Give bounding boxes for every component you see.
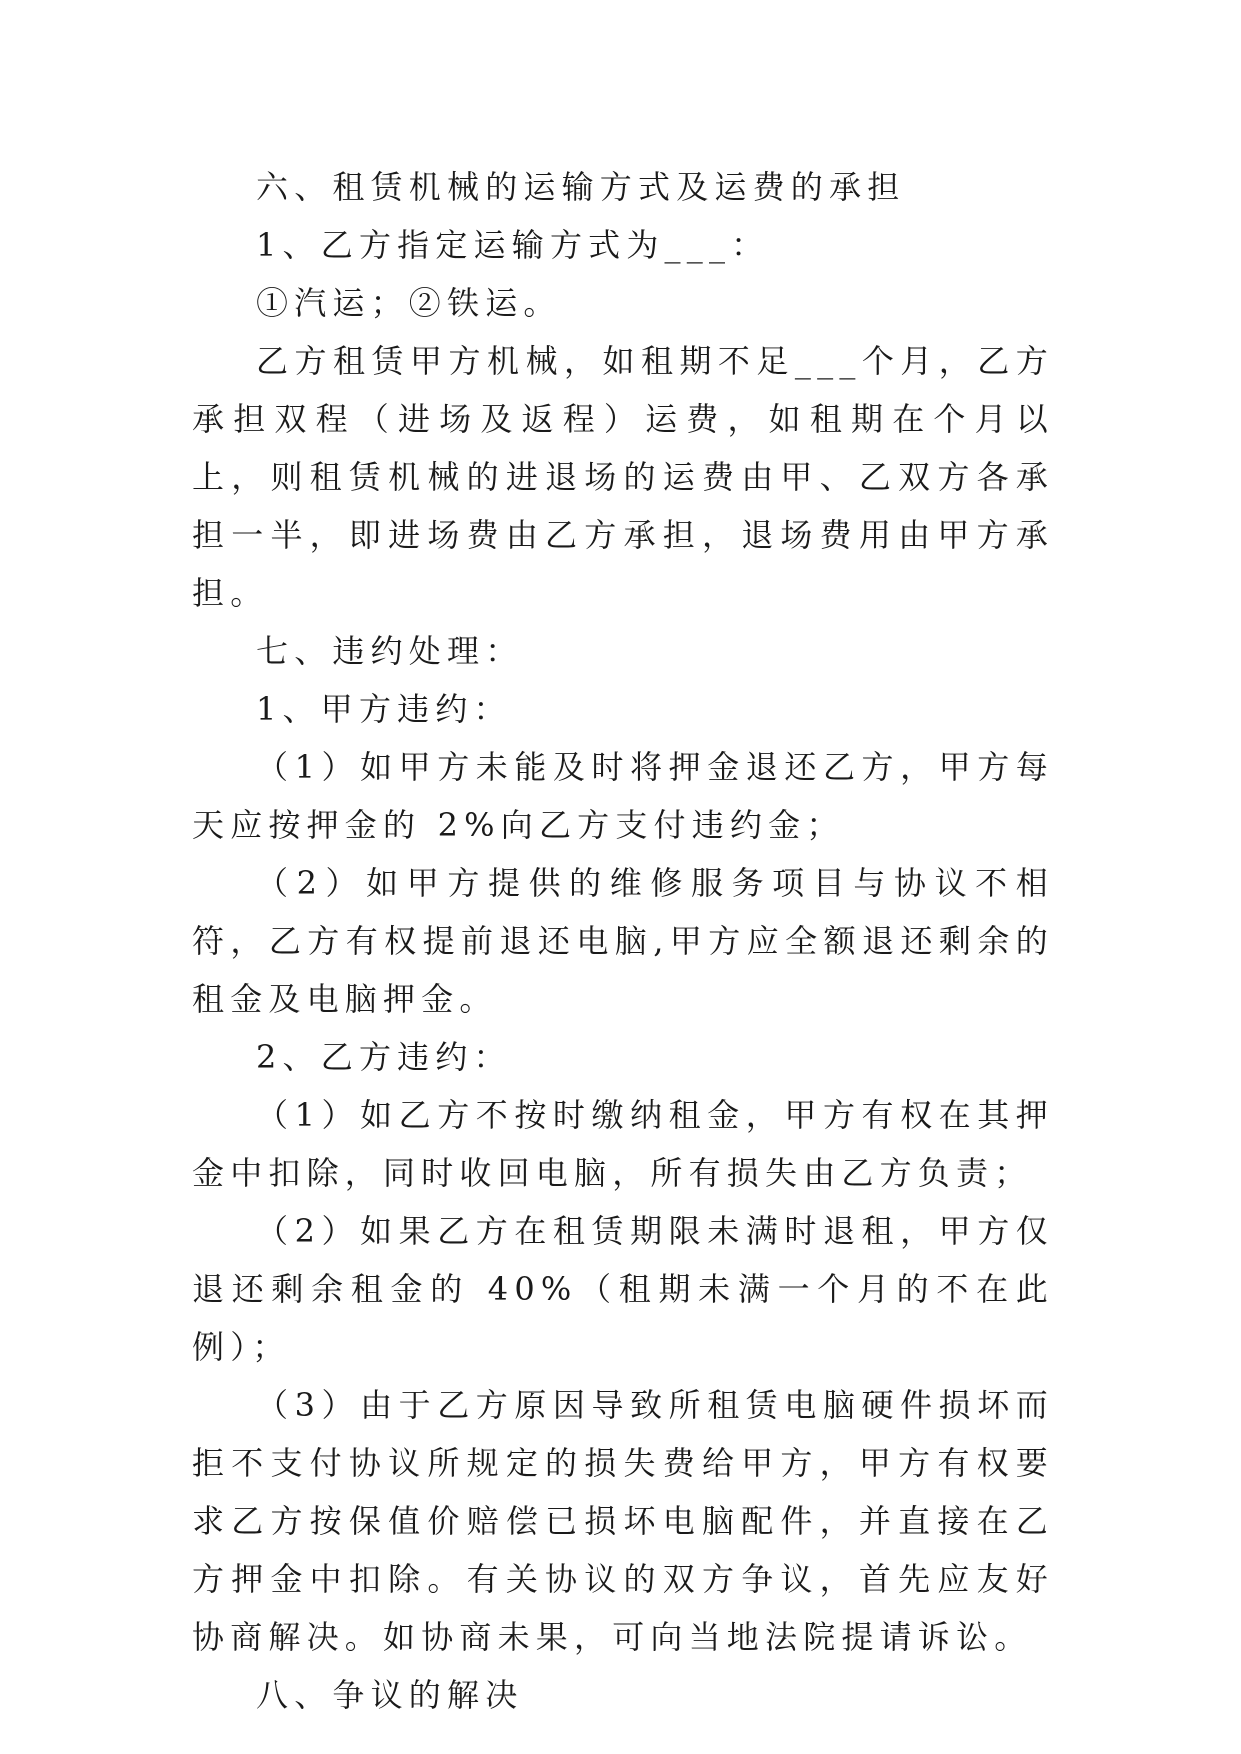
section-heading-breach: 七、违约处理： [256, 632, 524, 670]
document-body [192, 158, 1054, 1724]
clause-party-a-breach: 1、甲方违约： [256, 690, 512, 728]
clause-party-a-breach-2: （2）如甲方提供的维修服务项目与协议不相符，乙方有权提前退还电脑,甲方应全额退还剩余的租金及电脑押金。 [192, 864, 1054, 1018]
section-heading-transport: 六、租赁机械的运输方式及运费的承担 [256, 168, 906, 206]
clause-party-b-breach-1: （1）如乙方不按时缴纳租金，甲方有权在其押金中扣除，同时收回电脑，所有损失由乙方负责； [192, 1096, 1054, 1192]
clause-transport-options: ①汽运；②铁运。 [256, 284, 562, 322]
section-heading-dispute: 八、争议的解决 [256, 1676, 524, 1714]
clause-party-b-breach: 2、乙方违约： [256, 1038, 512, 1076]
clause-party-a-breach-1: （1）如甲方未能及时将押金退还乙方，甲方每天应按押金的 2%向乙方支付违约金； [192, 748, 1054, 844]
clause-party-b-breach-2: （2）如果乙方在租赁期限未满时退租，甲方仅退还剩余租金的 40%（租期未满一个月的不在此例）； [192, 1212, 1054, 1366]
clause-party-b-breach-3: （3）由于乙方原因导致所租赁电脑硬件损坏而拒不支付协议所规定的损失费给甲方，甲方有权要求乙方按保值价赔偿已损坏电脑配件，并直接在乙方押金中扣除。有关协议的双方争议，首先应友好协商解决。如协商未果，可向当地法院提请诉讼。 [192, 1386, 1054, 1656]
clause-transport-method: 1、乙方指定运输方式为___： [256, 226, 770, 264]
clause-freight-cost: 乙方租赁甲方机械，如租期不足___个月，乙方承担双程（进场及返程）运费，如租期在个月以上，则租赁机械的进退场的运费由甲、乙双方各承担一半，即进场费由乙方承担，退场费用由甲方承担。 [192, 342, 1054, 612]
